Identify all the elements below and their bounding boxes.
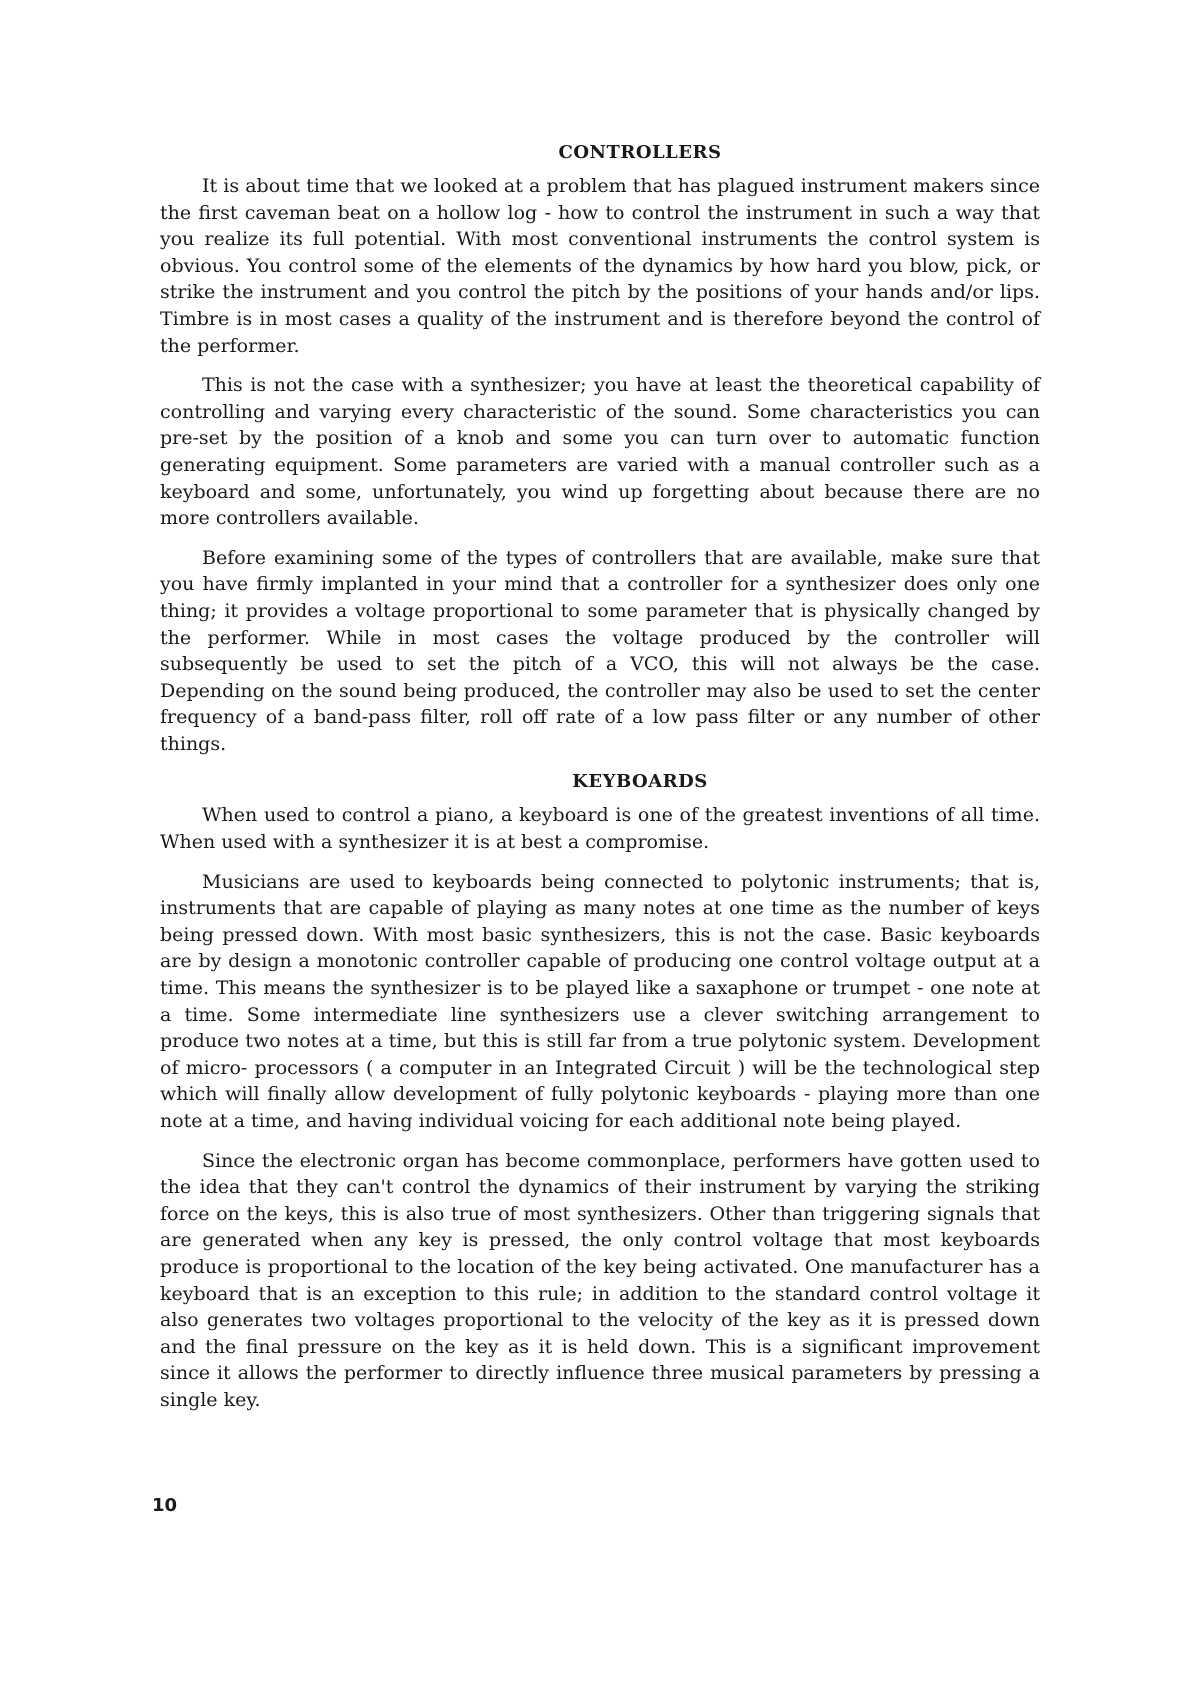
document-page: [160, 142, 1040, 1427]
page-number: 10: [152, 1495, 178, 1516]
section-heading-keyboards: KEYBOARDS: [572, 771, 708, 793]
paragraph: When used to control a piano, a keyboard is one of the greatest inventions of all time. When used with a synthesizer it is at best a compromise.: [160, 804, 1040, 854]
paragraph: This is not the case with a synthesizer; you have at least the theoretical capability of controlling and varying every characteristic of the sound. Some characteristics you can pre-set by the position of a knob and some you can turn over to automatic function generating equipment. Some parameters are varied with a manual controller such as a keyboard and some, unfortunately, you wind up forgetting about because there are no more controllers available.: [160, 374, 1040, 530]
section-heading-controllers: CONTROLLERS: [558, 142, 722, 163]
paragraph: Musicians are used to keyboards being connected to polytonic instruments; that is, instruments that are capable of playing as many notes at one time as the number of keys being pressed down. With most basic synthesizers, this is not the case. Basic keyboards are by design a monotonic controller capable of producing one control voltage output at a time. This means the synthesizer is to be played like a saxaphone or trumpet - one note at a time. Some intermediate line synthesizers use a clever switching arrangement to produce two notes at a time, but this is still far from a true polytonic system. Development of micro- processors ( a computer in an Integrated Circuit ) will be the technological step which will finally allow development of fully polytonic keyboards - playing more than one note at a time, and having individual voicing for each additional note being played.: [160, 870, 1040, 1132]
paragraph: It is about time that we looked at a problem that has plagued instrument makers since the first caveman beat on a hollow log - how to control the instrument in such a way that you realize its full potential. With most conventional instruments the control system is obvious. You control some of the elements of the dynamics by how hard you blow, pick, or strike the instrument and you control the pitch by the positions of your hands and/or lips. Timbre is in most cases a quality of the instrument and is therefore beyond the control of the performer.: [160, 175, 1040, 357]
paragraph: Since the electronic organ has become commonplace, performers have gotten used to the idea that they can't control the dynamics of their instrument by varying the striking force on the keys, this is also true of most synthesizers. Other than triggering signals that are generated when any key is pressed, the only control voltage that most keyboards produce is proportional to the location of the key being activated. One manufacturer has a keyboard that is an exception to this rule; in addition to the standard control voltage it also generates two voltages proportional to the velocity of the key as it is pressed down and the final pressure on the key as it is held down. This is a significant improvement since it allows the performer to directly influence three musical parameters by pressing a single key.: [160, 1149, 1040, 1411]
paragraph: Before examining some of the types of controllers that are available, make sure that you have firmly implanted in your mind that a controller for a synthesizer does only one thing; it provides a voltage proportional to some parameter that is physically changed by the performer. While in most cases the voltage produced by the controller will subsequently be used to set the pitch of a VCO, this will not always be the case. Depending on the sound being produced, the controller may also be used to set the center frequency of a band-pass filter, roll off rate of a low pass filter or any number of other things.: [160, 546, 1040, 755]
